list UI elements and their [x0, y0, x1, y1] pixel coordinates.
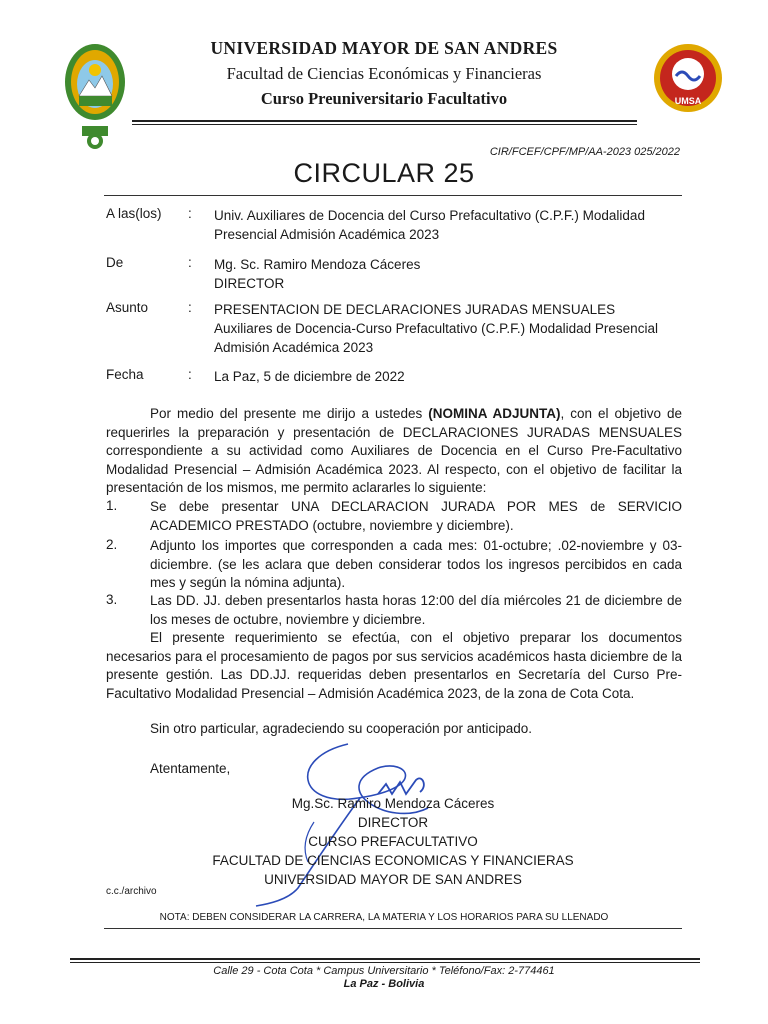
footer-rule [70, 958, 700, 960]
footnote-instruction: NOTA: DEBEN CONSIDERAR LA CARRERA, LA MATERIA Y LOS HORARIOS PARA SU LLENADO [159, 912, 609, 923]
date-value: La Paz, 5 de diciembre de 2022 [214, 369, 405, 384]
signatory-university: UNIVERSIDAD MAYOR DE SAN ANDRES [264, 872, 522, 887]
subject-colon: : [188, 300, 192, 315]
to-colon: : [188, 206, 192, 221]
regards-line: Atentamente, [150, 761, 231, 776]
item-3-text: Las DD. JJ. deben presentarlos hasta horas 12:00 del día miércoles 21 de diciembre de los meses de octubre, noviembre y diciembre. [150, 593, 682, 627]
item-3-number: 3. [106, 592, 118, 607]
university-name: UNIVERSIDAD MAYOR DE SAN ANDRES [210, 38, 558, 58]
from-name: Mg. Sc. Ramiro Mendoza Cáceres [214, 257, 421, 272]
item-2-text: Adjunto los importes que corresponden a cada mes: 01-octubre; .02-noviembre y 03-diciembre. (se les aclara que deben considerar todos los ingresos percibidos en cada mes y según la nómina adjunta). [150, 538, 682, 590]
item-1-number: 1. [106, 498, 118, 513]
signatory-block [0, 794, 768, 889]
title-rule [104, 195, 682, 196]
signatory-faculty: FACULTAD DE CIENCIAS ECONOMICAS Y FINANCIERAS [212, 853, 574, 868]
intro-paragraph [106, 405, 682, 498]
item-2-number: 2. [106, 537, 118, 552]
to-value: Univ. Auxiliares de Docencia del Curso Prefacultativo (C.P.F.) Modalidad Presencial Admisión Académica 2023 [214, 208, 645, 242]
header-rule [132, 120, 637, 122]
intro-text-a: Por medio del presente me dirijo a ustedes [150, 406, 429, 421]
subject-label: Asunto [106, 300, 149, 315]
document-title: CIRCULAR 25 [293, 158, 475, 188]
faculty-name: Facultad de Ciencias Económicas y Financieras [226, 64, 542, 83]
signatory-unit: CURSO PREFACULTATIVO [308, 834, 478, 849]
date-colon: : [188, 367, 192, 382]
footer-city: La Paz - Bolivia [343, 978, 425, 990]
from-value [214, 255, 684, 293]
subject-line-1: PRESENTACION DE DECLARACIONES JURADAS MENSUALES [214, 302, 616, 317]
circular-reference: CIR/FCEF/CPF/MP/AA-2023 025/2022 [489, 146, 680, 158]
course-name: Curso Preuniversitario Facultativo [260, 89, 508, 108]
cc-archive: c.c./archivo [106, 886, 157, 897]
subject-value [214, 300, 684, 357]
from-colon: : [188, 255, 192, 270]
date-label: Fecha [106, 367, 144, 382]
signatory-name: Mg.Sc. Ramiro Mendoza Cáceres [291, 796, 495, 811]
note-rule [104, 928, 682, 929]
footer-rule-thin [70, 962, 700, 963]
intro-bold: (NOMINA ADJUNTA) [428, 406, 561, 421]
subject-line-2: Auxiliares de Docencia-Curso Prefacultativo (C.P.F.) Modalidad Presencial Admisión Académica 2023 [214, 321, 658, 355]
signatory-role: DIRECTOR [357, 815, 429, 830]
from-role: DIRECTOR [214, 276, 285, 291]
from-label: De [106, 255, 124, 270]
item-1-text: Se debe presentar UNA DECLARACION JURADA POR MES de SERVICIO ACADEMICO PRESTADO (octubre, noviembre y diciembre). [150, 499, 682, 533]
header-rule-thin [132, 124, 637, 125]
intro-text-b: , con el objetivo de requerirles la preparación y presentación de DECLARACIONES JURADAS MENSUALES correspondiente a su actividad como Auxiliares de Docencia en el Curso Pre-Facultativo Modalidad Presencial – Admisión Académica 2023. Al respecto, con el objetivo de facilitar la presentación de los mismos, me permito aclararles lo siguiente: [106, 406, 682, 495]
closing-paragraph: El presente requerimiento se efectúa, con el objetivo preparar los documentos necesarios para el procesamiento de pagos por sus servicios académicos hasta diciembre de la presente gestión. Las DD.JJ. requeridas deben presentarlos en Secretaría del Curso Pre-Facultativo Modalidad Presencial – Admisión Académica 2023, de la zona de Cota Cota. [106, 630, 682, 701]
seal-text: UMSA [674, 96, 702, 106]
to-label: A las(los) [106, 206, 162, 221]
thanks-line: Sin otro particular, agradeciendo su cooperación por anticipado. [150, 721, 532, 736]
footer-address: Calle 29 - Cota Cota * Campus Universitario * Teléfono/Fax: 2-774461 [213, 965, 555, 977]
